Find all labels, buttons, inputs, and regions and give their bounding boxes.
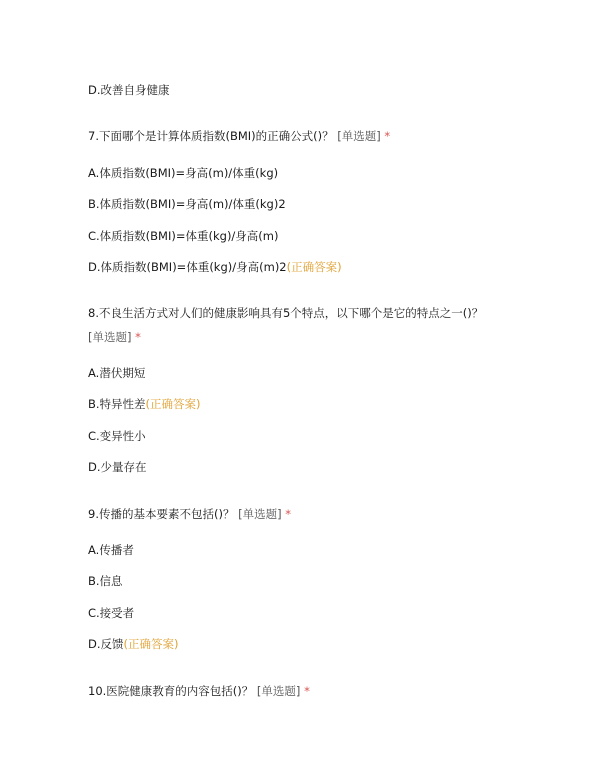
required-marker: * bbox=[135, 330, 141, 344]
required-marker: * bbox=[384, 129, 391, 143]
question-8-tag-line bbox=[88, 329, 141, 345]
correct-answer-label: (正确答案) bbox=[123, 637, 179, 651]
question-8-title: 8.不良生活方式对人们的健康影响具有5个特点，以下哪个是它的特点之一()？ bbox=[88, 306, 484, 320]
option-q8-b: B.特异性差(正确答案) bbox=[88, 397, 201, 411]
option-q7-d: D.体质指数(BMI)=体重(kg)/身高(m)2(正确答案) bbox=[88, 260, 342, 274]
option-q8-d: D.少量存在 bbox=[88, 460, 147, 474]
option-q9-b: B.信息 bbox=[88, 574, 123, 588]
required-marker: * bbox=[285, 507, 291, 521]
option-q8-a: A.潜伏期短 bbox=[88, 366, 146, 380]
question-type-tag: [单选题] bbox=[256, 684, 301, 698]
option-q9-d: D.反馈(正确答案) bbox=[88, 637, 179, 651]
option-q9-c: C.接受者 bbox=[88, 606, 135, 620]
option-q7-b: B.体质指数(BMI)=身高(m)/体重(kg)2 bbox=[88, 197, 286, 211]
option-q7-a: A.体质指数(BMI)=身高(m)/体重(kg) bbox=[88, 166, 279, 180]
question-type-tag: [单选题] bbox=[88, 330, 132, 344]
required-marker: * bbox=[304, 684, 310, 698]
correct-answer-label: (正确答案) bbox=[286, 260, 342, 274]
option-q9-a: A.传播者 bbox=[88, 543, 134, 557]
question-9-title: 9.传播的基本要素不包括()？ [单选题] * bbox=[88, 507, 291, 521]
option-q6-d: D.改善自身健康 bbox=[88, 83, 170, 97]
question-type-tag: [单选题] bbox=[238, 507, 282, 521]
question-type-tag: [单选题] bbox=[337, 129, 381, 143]
correct-answer-label: (正确答案) bbox=[145, 397, 201, 411]
question-10-title: 10.医院健康教育的内容包括()？ [单选题] * bbox=[88, 684, 310, 698]
option-q7-c: C.体质指数(BMI)=体重(kg)/身高(m) bbox=[88, 229, 279, 243]
question-7-title: 7.下面哪个是计算体质指数(BMI)的正确公式()？ [单选题] * bbox=[88, 129, 391, 143]
option-q8-c: C.变异性小 bbox=[88, 429, 146, 443]
